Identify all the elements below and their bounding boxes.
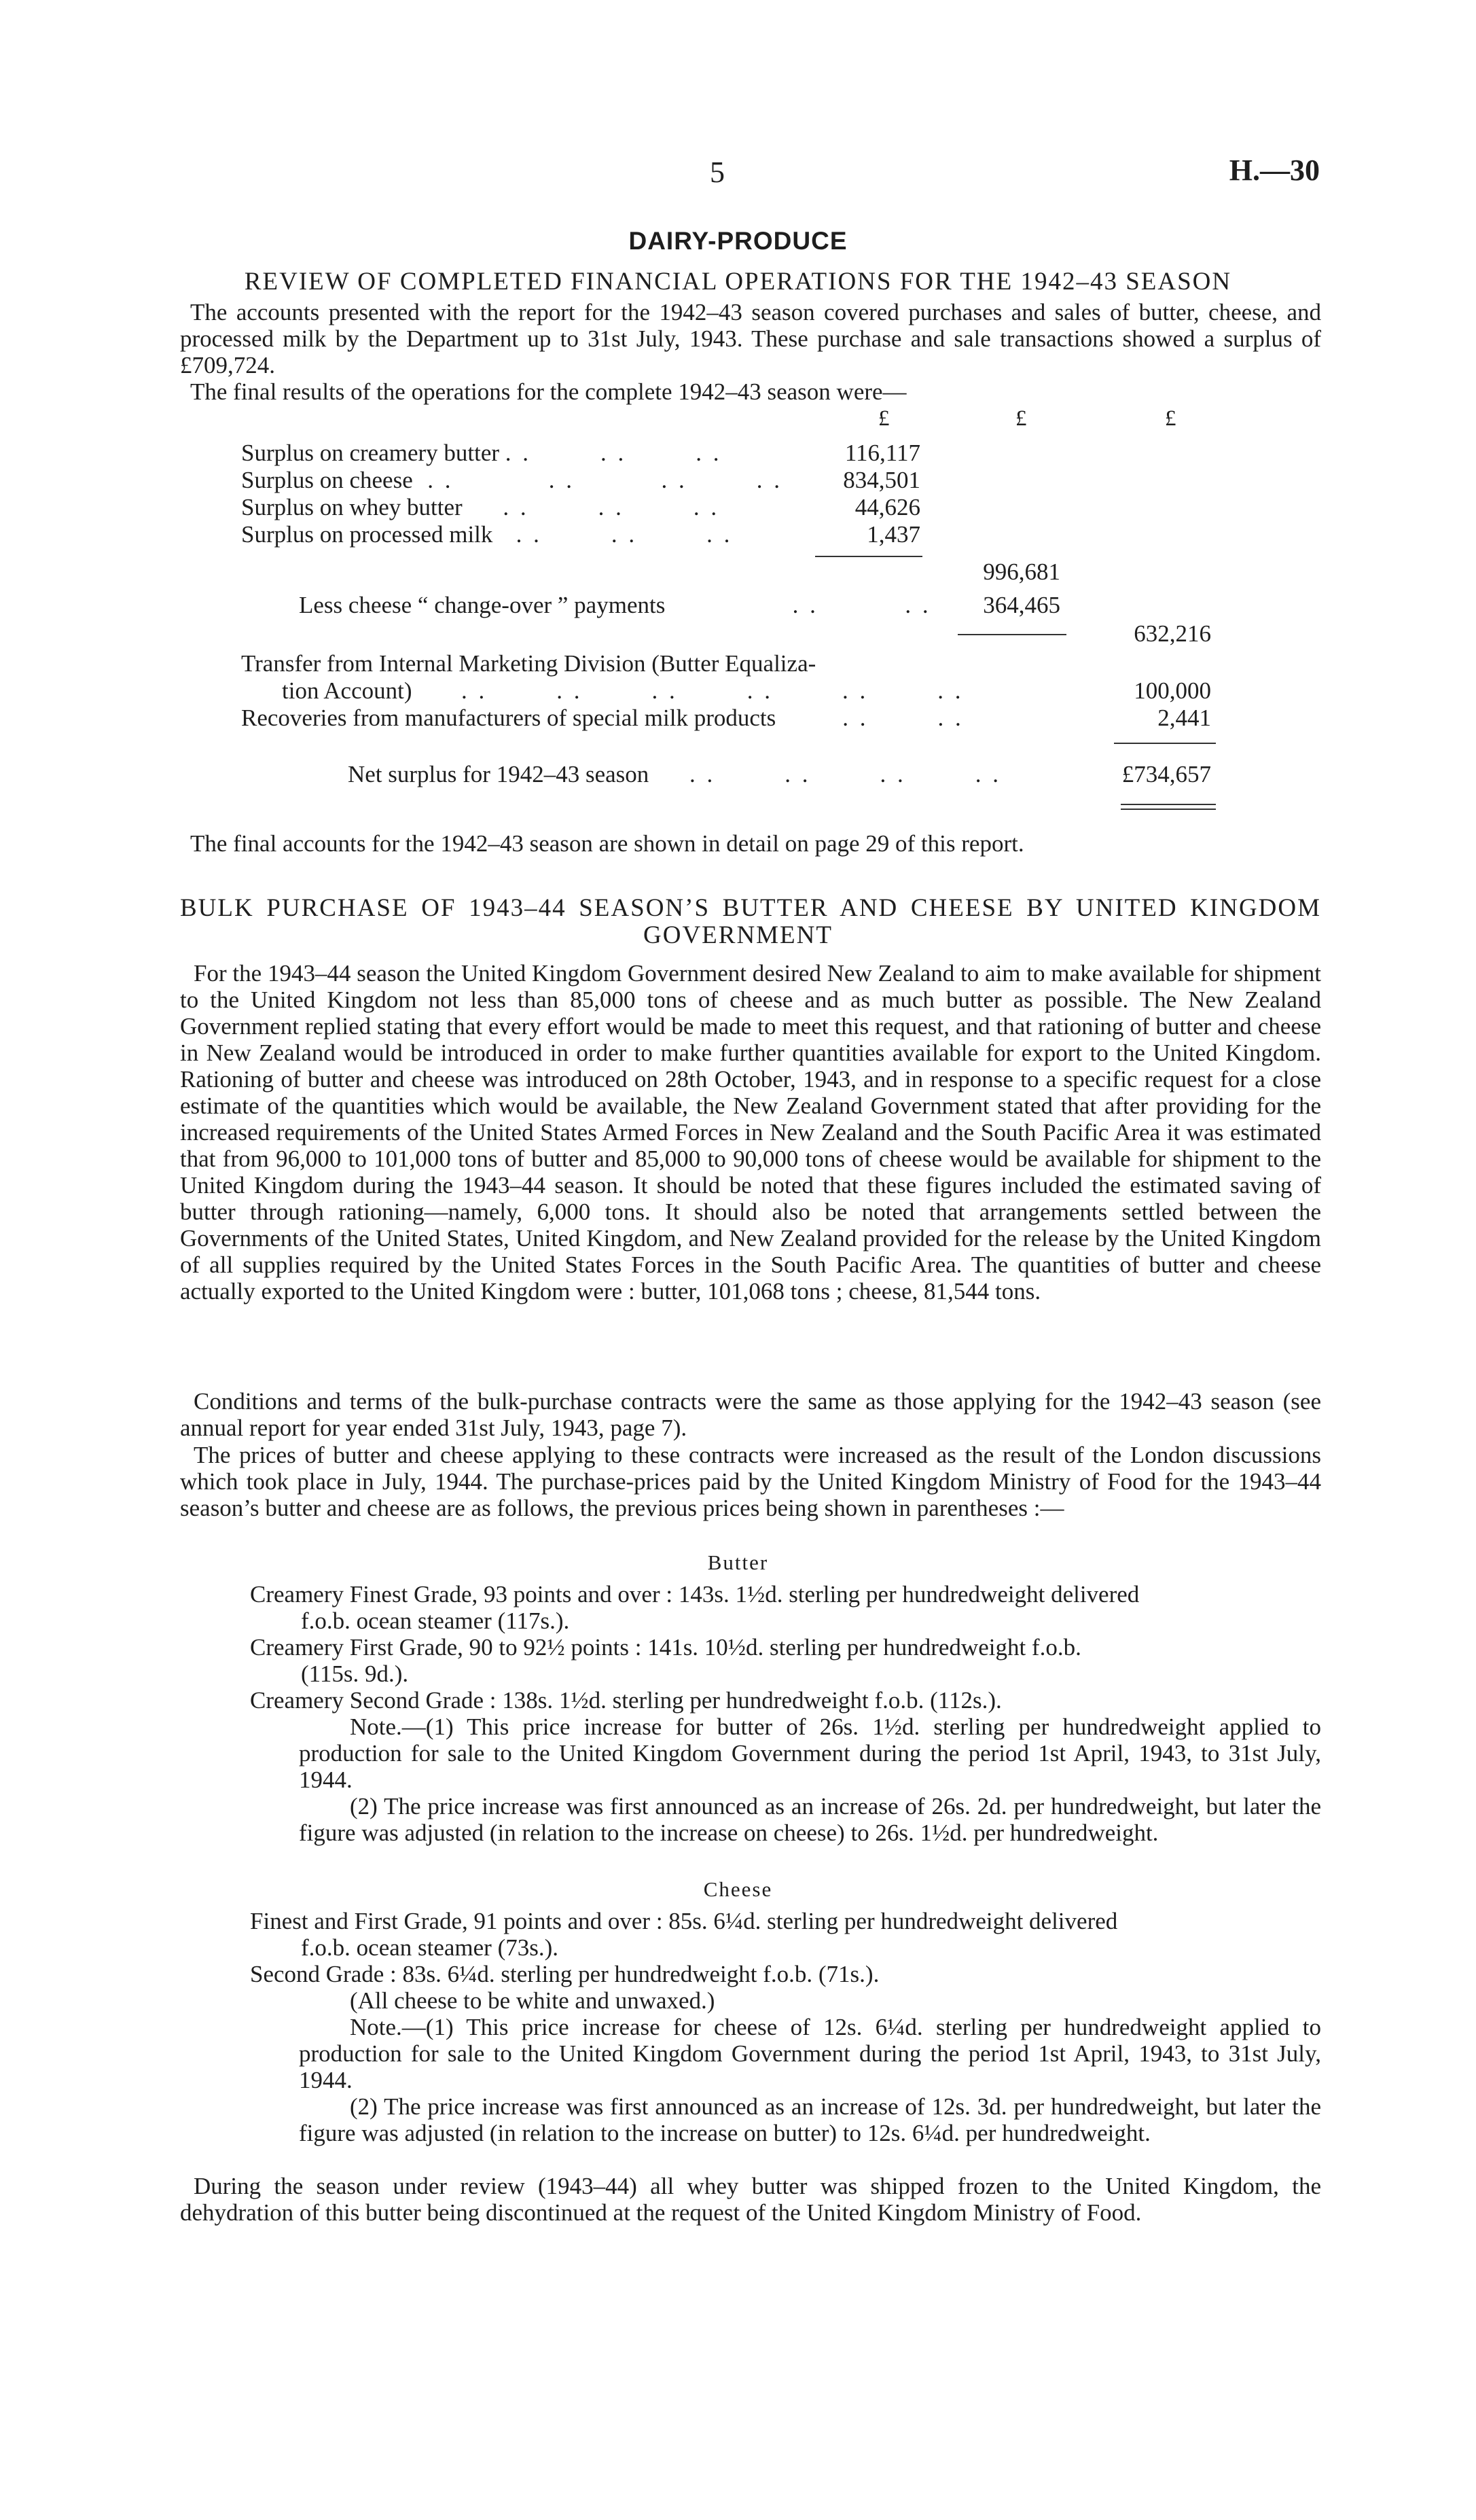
cheese-note-2: (2) The price increase was first announced as an increase of 12s. 3d. per hundredweight, but later the figure was adjusted (in relation to the increase on butter) to 12s. 6¼d. per hundredweight. xyxy=(299,2093,1321,2146)
cheese-entry-second: Second Grade : 83s. 6¼d. sterling per hundredweight f.o.b. (71s.). xyxy=(250,1961,880,1987)
surplus-row-label: Surplus on processed milk . . . . . . xyxy=(241,521,733,548)
cheese-note-1: Note.—(1) This price increase for cheese of 12s. 6¼d. sterling per hundredweight applied to production for sale to the United Kingdom Government during the period 1st April, 1943, to 31st July, 1944. xyxy=(299,2014,1321,2093)
net-double-rule-top xyxy=(1121,804,1216,805)
net-surplus-label: Net surplus for 1942–43 season . . . . . . . . xyxy=(348,761,1002,787)
less-row-amount: 364,465 xyxy=(983,592,1060,618)
transfer-amount: 100,000 xyxy=(1134,677,1211,704)
butter-entry-finest: Creamery Finest Grade, 93 points and over : 143s. 1½d. sterling per hundredweight delivered f.o.b. ocean steamer (117s.). xyxy=(250,1581,1140,1634)
section2-para1: For the 1943–44 season the United Kingdom Government desired New Zealand to aim to make available for shipment to the United Kingdom not less than 85,000 tons of cheese and as much butter as possible. The New Zealand Government replied stating that every effort would be made to meet this request, and that rationing of butter and cheese in New Zealand would be introduced in order to make further quantities available for export to the United Kingdom. Rationing of butter and cheese was introduced on 28th October, 1943, and in response to a specific request for a close estimate of the quantities which would be available, the New Zealand Government stated that after providing for the increased requirements of the United States Armed Forces in New Zealand and the South Pacific Area it was estimated that from 96,000 to 101,000 tons of butter and 85,000 to 90,000 tons of cheese would be available for shipment to the United Kingdom during the 1943–44 season. It should be noted that these figures included the estimated saving of butter through rationing—namely, 6,000 tons. It should also be noted that arrangements settled between the Governments of the United States, United Kingdom, and New Zealand provided for the release by the United Kingdom of all supplies required by the United States Forces in the South Pacific Area. The quantities of butter and cheese actually exported to the United Kingdom were : butter, 101,068 tons ; cheese, 81,544 tons. xyxy=(180,960,1321,1305)
net-double-rule-bottom xyxy=(1121,809,1216,810)
butter-entry-first: Creamery First Grade, 90 to 92½ points : 141s. 10½d. sterling per hundredweight f.o.b. (115s. 9d.). xyxy=(250,1634,1081,1687)
less-rule xyxy=(958,634,1066,635)
subtotal-amount: 996,681 xyxy=(983,558,1060,585)
surplus-row-label: Surplus on cheese . . . . . . . . xyxy=(241,467,782,493)
section2-heading-line2: GOVERNMENT xyxy=(643,921,833,949)
surplus-row-amount: 1,437 xyxy=(867,521,920,548)
section2-heading-line1: BULK PURCHASE OF 1943–44 SEASON’S BUTTER AND CHEESE BY UNITED KINGDOM xyxy=(180,894,1321,922)
section1-closing: The final accounts for the 1942–43 season are shown in detail on page 29 of this report. xyxy=(190,830,1024,857)
butter-note-2: (2) The price increase was first announced as an increase of 26s. 2d. per hundredweight, but later the figure was adjusted (in relation to the increase on cheese) to 26s. 1½d. per hundredweight. xyxy=(299,1793,1321,1846)
section2-para3: The prices of butter and cheese applying to these contracts were increased as the result of the London discussions which took place in July, 1944. The purchase-prices paid by the United Kingdom Ministry of Food for the 1943–44 season’s butter and cheese are as follows, the previous prices being shown in parentheses :— xyxy=(180,1442,1321,1521)
currency-header-1: £ xyxy=(878,406,890,431)
net-after-less-amount: 632,216 xyxy=(1134,620,1211,647)
cheese-entry-unwaxed: (All cheese to be white and unwaxed.) xyxy=(350,1987,715,2014)
surplus-row-amount: 44,626 xyxy=(854,494,920,520)
butter-entry-second: Creamery Second Grade : 138s. 1½d. sterling per hundredweight f.o.b. (112s.). xyxy=(250,1687,1002,1714)
cheese-subheading: Cheese xyxy=(703,1877,773,1901)
surplus-row-amount: 834,501 xyxy=(843,467,920,493)
currency-header-2: £ xyxy=(1015,406,1027,431)
net-surplus-amount: £734,657 xyxy=(1121,761,1211,787)
less-row-label: Less cheese “ change-over ” payments . . . . xyxy=(299,592,931,618)
recoveries-label: Recoveries from manufacturers of special milk products . . . . xyxy=(241,705,964,731)
surplus-row-label: Surplus on whey butter . . . . . . xyxy=(241,494,720,520)
section2-para2: Conditions and terms of the bulk-purchase contracts were the same as those applying for the 1942–43 season (see annual report for year ended 31st July, 1943, page 7). xyxy=(180,1388,1321,1441)
page-number: 5 xyxy=(710,156,725,189)
surplus-row-amount: 116,117 xyxy=(844,440,920,466)
surplus-row-label: Surplus on creamery butter . . . . . . xyxy=(241,440,722,466)
cheese-entry-finest: Finest and First Grade, 91 points and over : 85s. 6¼d. sterling per hundredweight delivered f.o.b. ocean steamer (73s.). xyxy=(250,1908,1118,1961)
transfer-label-line1: Transfer from Internal Marketing Division (Butter Equaliza- xyxy=(241,650,816,677)
currency-header-3: £ xyxy=(1165,406,1176,431)
document-reference: H.—30 xyxy=(1229,154,1320,187)
butter-note-1: Note.—(1) This price increase for butter of 26s. 1½d. sterling per hundredweight applied to production for sale to the United Kingdom Government during the period 1st April, 1943, to 31st July, 1944. xyxy=(299,1714,1321,1793)
results-intro: The final results of the operations for the complete 1942–43 season were— xyxy=(190,378,907,405)
section1-heading: REVIEW OF COMPLETED FINANCIAL OPERATIONS FOR THE 1942–43 SEASON xyxy=(244,268,1232,296)
section2-closing: During the season under review (1943–44) all whey butter was shipped frozen to the United Kingdom, the dehydration of this butter being discontinued at the request of the United Kingdom Ministry of Food. xyxy=(180,2173,1321,2226)
recoveries-amount: 2,441 xyxy=(1157,705,1211,731)
subtotal-rule xyxy=(815,556,922,557)
page-title: DAIRY-PRODUCE xyxy=(628,227,848,255)
section1-intro: The accounts presented with the report for the 1942–43 season covered purchases and sales of butter, cheese, and processed milk by the Department up to 31st July, 1943. These purchase and sale transactions showed a surplus of £709,724. xyxy=(180,299,1321,378)
butter-subheading: Butter xyxy=(707,1550,769,1574)
transfer-label-line2: tion Account) . . . . . . . . . . . . xyxy=(282,677,964,704)
recoveries-rule xyxy=(1114,743,1216,744)
